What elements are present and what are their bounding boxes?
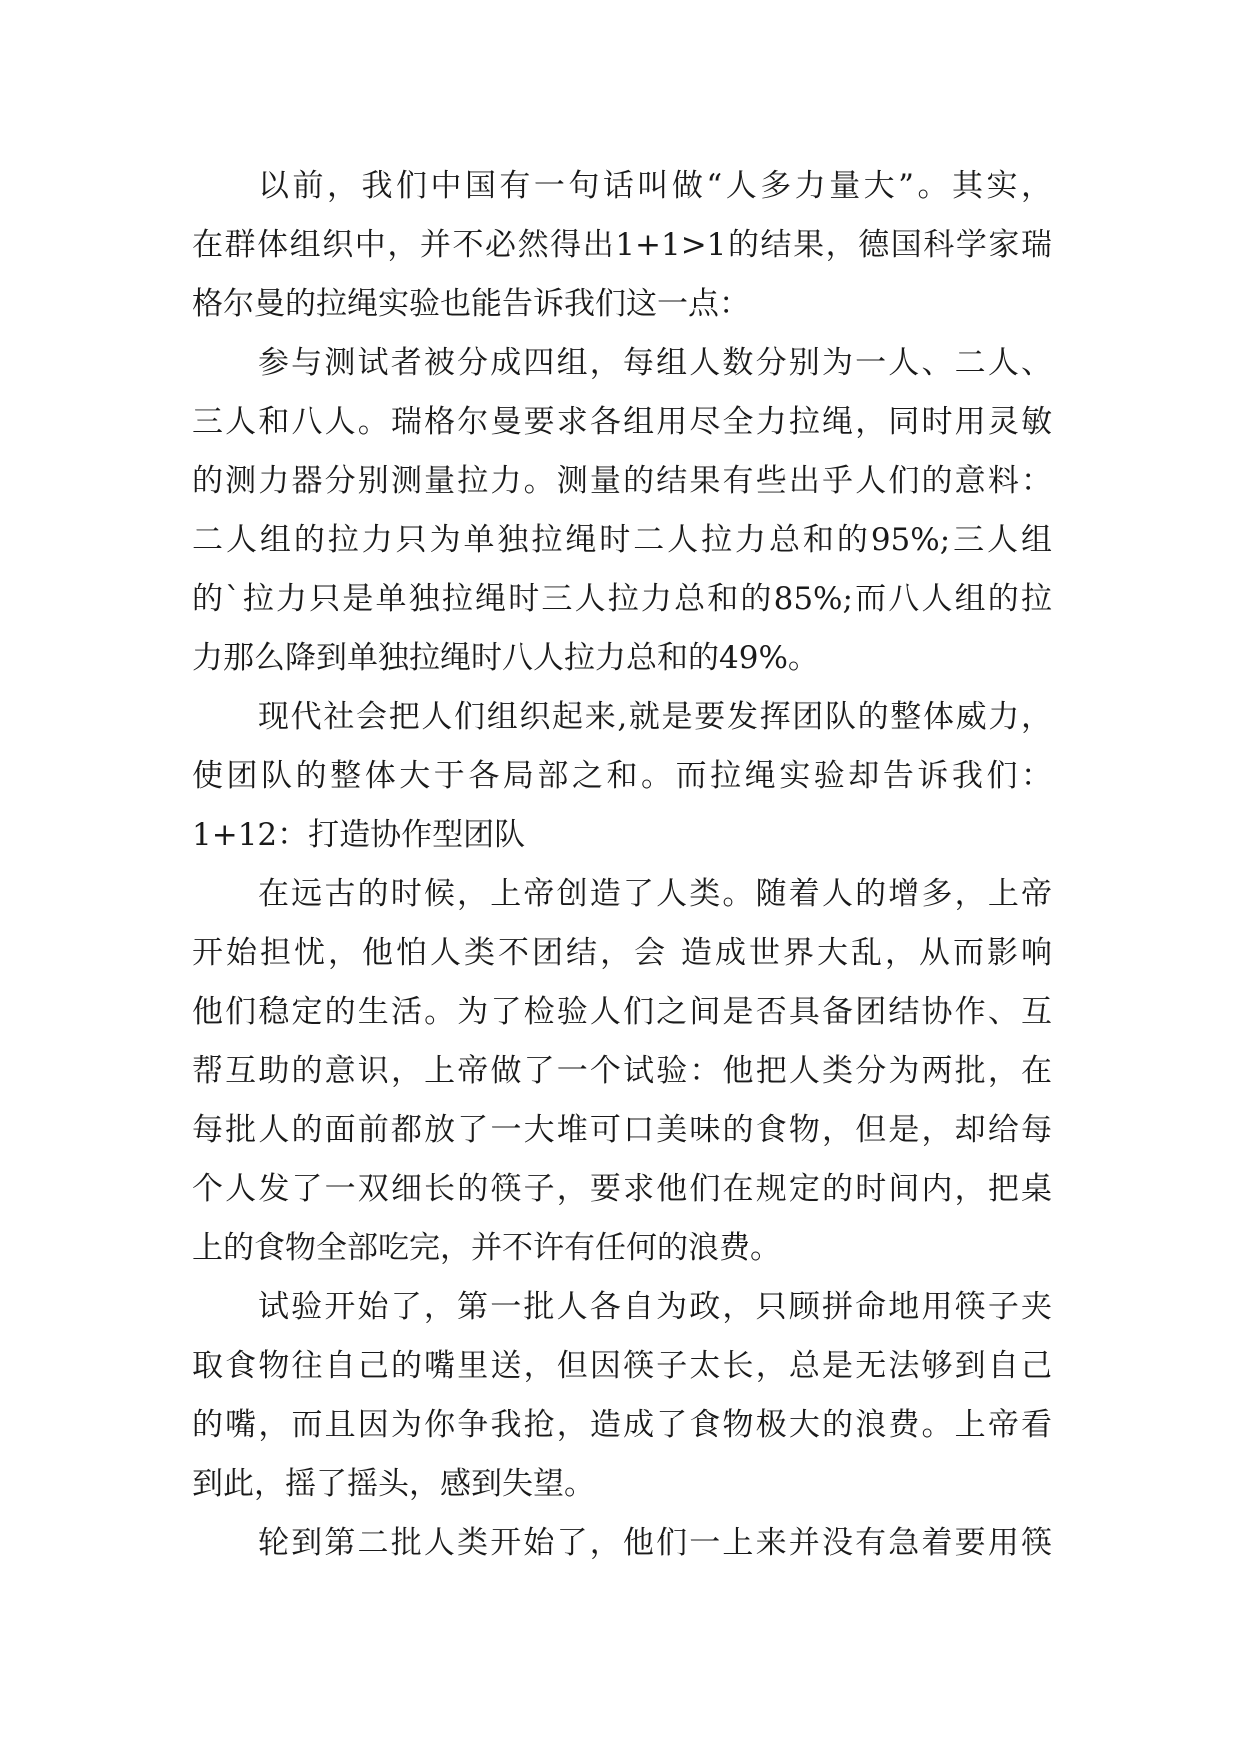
paragraph-line: 力那么降到单独拉绳时八人拉力总和的49%。 — [192, 640, 819, 676]
paragraph-line: 帮互助的意识，上帝做了一个试验：他把人类分为两批，在 — [192, 1053, 1052, 1089]
paragraph-line: 的测力器分别测量拉力。测量的结果有些出乎人们的意料： — [192, 463, 1052, 499]
paragraph-line: 试验开始了，第一批人各自为政，只顾拼命地用筷子夹 — [258, 1289, 1052, 1325]
paragraph-line: 现代社会把人们组织起来,就是要发挥团队的整体威力， — [258, 699, 1052, 735]
paragraph-line: 他们稳定的生活。为了检验人们之间是否具备团结协作、互 — [192, 994, 1052, 1030]
paragraph-line: 的`拉力只是单独拉绳时三人拉力总和的85%;而八人组的拉 — [192, 581, 1052, 617]
paragraph-line: 上的食物全部吃完，并不许有任何的浪费。 — [192, 1230, 781, 1266]
paragraph-line: 每批人的面前都放了一大堆可口美味的食物，但是，却给每 — [192, 1112, 1052, 1148]
paragraph-line: 在远古的时候，上帝创造了人类。随着人的增多，上帝 — [258, 876, 1052, 912]
paragraph-line: 轮到第二批人类开始了，他们一上来并没有急着要用筷 — [258, 1525, 1052, 1561]
paragraph-line: 开始担忧，他怕人类不团结，会 造成世界大乱，从而影响 — [192, 935, 1052, 971]
paragraph-line: 三人和八人。瑞格尔曼要求各组用尽全力拉绳，同时用灵敏 — [192, 404, 1052, 440]
paragraph-line: 使团队的整体大于各局部之和。而拉绳实验却告诉我们： — [192, 758, 1052, 794]
paragraph-line: 取食物往自己的嘴里送，但因筷子太长，总是无法够到自己 — [192, 1348, 1052, 1384]
paragraph-line: 二人组的拉力只为单独拉绳时二人拉力总和的95%;三人组 — [192, 522, 1052, 558]
paragraph-line: 参与测试者被分成四组，每组人数分别为一人、二人、 — [258, 345, 1052, 381]
paragraph-line: 的嘴，而且因为你争我抢，造成了食物极大的浪费。上帝看 — [192, 1407, 1052, 1443]
paragraph-line: 以前，我们中国有一句话叫做“人多力量大”。其实， — [258, 168, 1052, 204]
paragraph-line: 格尔曼的拉绳实验也能告诉我们这一点： — [192, 286, 750, 322]
paragraph-line: 1+12：打造协作型团队 — [192, 817, 526, 853]
paragraph-line: 个人发了一双细长的筷子，要求他们在规定的时间内，把桌 — [192, 1171, 1052, 1207]
paragraph-line: 在群体组织中，并不必然得出1+1>1的结果，德国科学家瑞 — [192, 227, 1052, 263]
paragraph-line: 到此，摇了摇头，感到失望。 — [192, 1466, 595, 1502]
